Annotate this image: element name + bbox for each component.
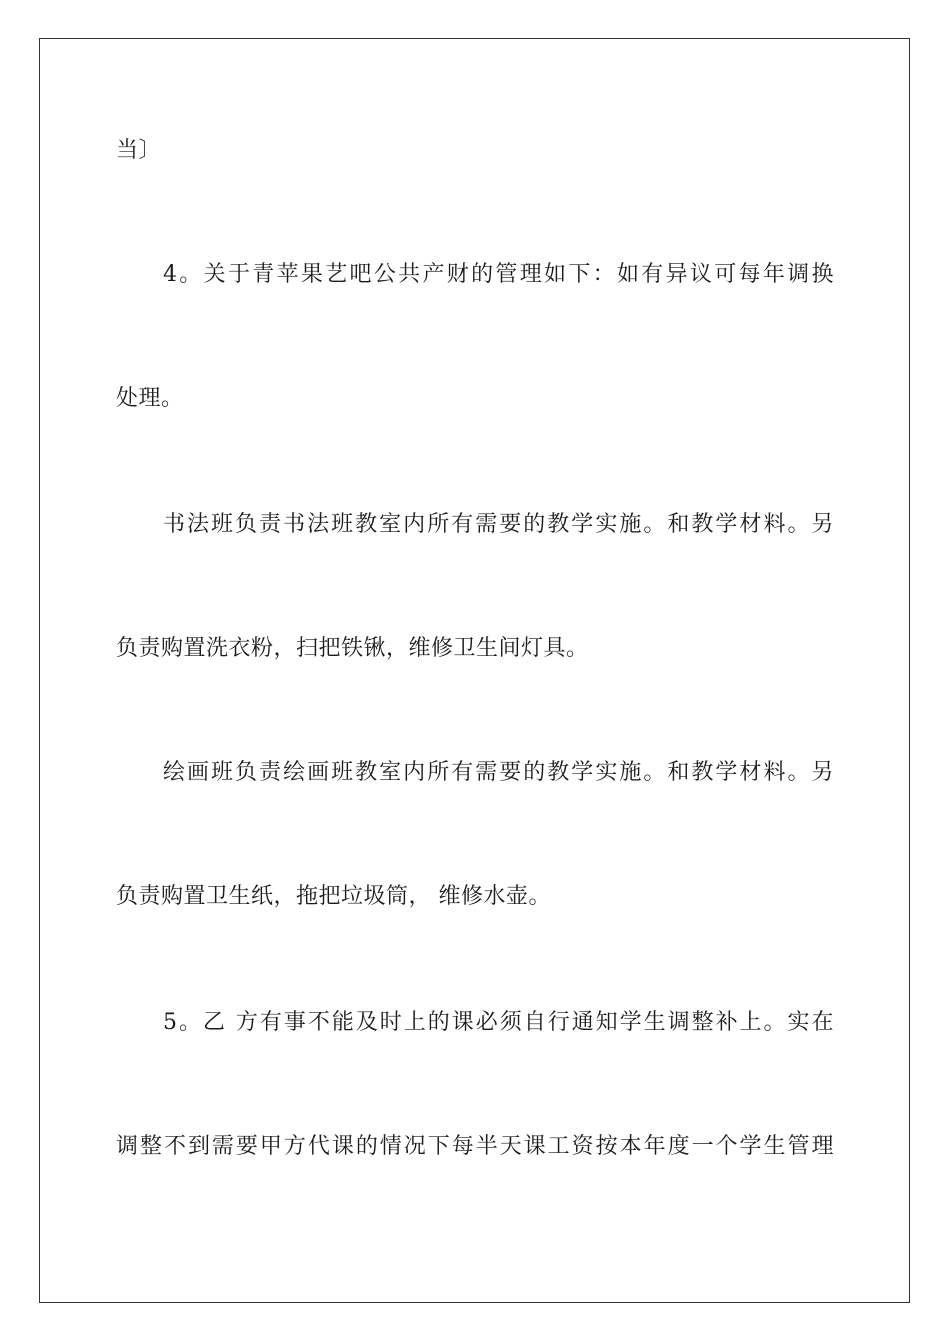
text-line-7: 负责购置卫生纸，拖把垃圾筒， 维修水壶。 [116, 884, 551, 909]
page-border [39, 38, 910, 1303]
text-line-5: 负责购置洗衣粉，扫把铁锹，维修卫生间灯具。 [116, 636, 589, 661]
text-line-6: 绘画班负责绘画班教室内所有需要的教学实施。和教学材料。另 [163, 760, 834, 785]
text-line-1: 当〕 [116, 138, 162, 163]
text-line-9: 调整不到需要甲方代课的情况下每半天课工资按本年度一个学生管理 [116, 1134, 834, 1159]
text-line-8: 5。乙 方有事不能及时上的课必须自行通知学生调整补上。实在 [163, 1010, 834, 1035]
text-line-4: 书法班负责书法班教室内所有需要的教学实施。和教学材料。另 [163, 512, 834, 537]
text-line-3: 处理。 [116, 386, 184, 411]
text-line-2: 4。关于青苹果艺吧公共产财的管理如下：如有异议可每年调换 [163, 262, 834, 287]
